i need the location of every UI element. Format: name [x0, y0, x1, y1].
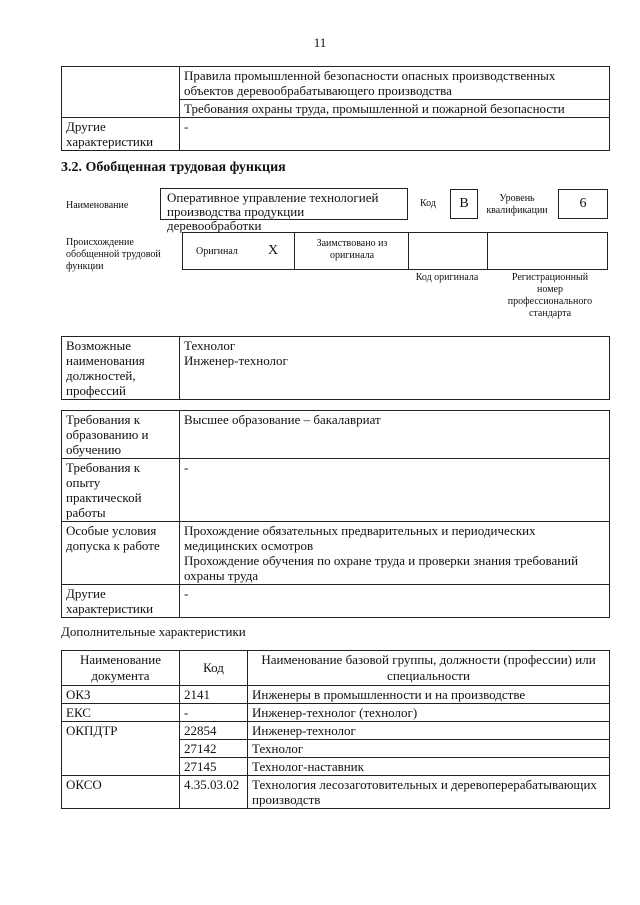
name-label: Наименование — [66, 200, 129, 211]
additional-table — [61, 650, 610, 809]
table-row — [62, 522, 610, 585]
table-cell: - — [180, 118, 610, 151]
table-header-row — [62, 651, 610, 686]
table-cell: ОКЗ — [62, 686, 180, 704]
page-number: 11 — [313, 35, 327, 50]
table-cell: 27145 — [180, 758, 248, 776]
table-cell: Особые условия допуска к работе — [62, 522, 180, 585]
table-cell: 27142 — [180, 740, 248, 758]
table-row — [62, 411, 610, 459]
table-cell: - — [180, 585, 610, 618]
code-value-box: В — [450, 189, 478, 219]
level-value-box: 6 — [558, 189, 608, 219]
table-cell: Инженер-технолог (технолог) — [248, 704, 610, 722]
table-cell — [180, 337, 610, 400]
code-label: Код — [420, 198, 436, 209]
table-cell: Требования охраны труда, промышленной и пожарной безопасности — [180, 100, 610, 118]
table-row — [62, 337, 610, 400]
additional-title: Дополнительные характеристики — [61, 624, 246, 639]
table-cell: Инженер-технолог — [248, 722, 610, 740]
table-cell: - — [180, 459, 610, 522]
table-row — [62, 686, 610, 704]
top-table — [61, 66, 610, 151]
table-cell — [180, 522, 610, 585]
position-item: Инженер-технолог — [184, 353, 288, 368]
borrowed-label: Заимствовано из оригинала — [316, 238, 388, 261]
table-cell — [62, 67, 180, 118]
origin-label: Происхождение обобщенной трудовой функции — [66, 237, 161, 272]
table-cell: Инженеры в промышленности и на производстве — [248, 686, 610, 704]
header-cell: Код — [180, 651, 248, 686]
section-heading: 3.2. Обобщенная трудовая функция — [61, 160, 286, 175]
table-cell: Возможные наименования должностей, профессий — [62, 337, 180, 400]
requirement-line: Прохождение обязательных предварительных и периодических медицинских осмотров — [184, 523, 536, 553]
original-label: Оригинал — [196, 246, 238, 257]
table-cell: ОКСО — [62, 776, 180, 809]
table-cell: Технология лесозаготовительных и деревоперерабатывающих производств — [248, 776, 610, 809]
code-caption: Код оригинала — [415, 272, 479, 283]
table-row — [62, 585, 610, 618]
table-cell: Требования к опыту практической работы — [62, 459, 180, 522]
table-cell: Высшее образование – бакалавриат — [180, 411, 610, 459]
table-cell: Технолог-наставник — [248, 758, 610, 776]
table-row — [62, 704, 610, 722]
table-row — [62, 776, 610, 809]
requirements-table — [61, 410, 610, 618]
table-row — [62, 67, 610, 100]
table-cell: Технолог — [248, 740, 610, 758]
divider — [487, 232, 488, 270]
table-row — [62, 722, 610, 740]
divider — [294, 232, 295, 270]
requirement-line: Прохождение обучения по охране труда и проверки знания требований охраны труда — [184, 553, 579, 583]
header-cell: Наименование базовой группы, должности (профессии) или специальности — [248, 651, 610, 686]
header-cell: Наименование документа — [62, 651, 180, 686]
table-cell: - — [180, 704, 248, 722]
positions-table — [61, 336, 610, 400]
table-cell: Правила промышленной безопасности опасных производственных объектов деревообрабатывающего производства — [180, 67, 610, 100]
function-name-box: Оперативное управление технологией производства продукции деревообработки — [160, 188, 408, 220]
table-row — [62, 118, 610, 151]
table-cell: 22854 — [180, 722, 248, 740]
table-row — [62, 459, 610, 522]
level-label: Уровень квалификации — [486, 193, 548, 216]
table-cell: Другие характеристики — [62, 585, 180, 618]
table-cell: 2141 — [180, 686, 248, 704]
table-cell: Другие характеристики — [62, 118, 180, 151]
table-cell: Требования к образованию и обучению — [62, 411, 180, 459]
reg-caption: Регистрационный номер профессионального стандарта — [507, 272, 593, 319]
position-item: Технолог — [184, 338, 236, 353]
table-cell: ЕКС — [62, 704, 180, 722]
table-cell: ОКПДТР — [62, 722, 180, 776]
divider — [408, 232, 409, 270]
table-cell: 4.35.03.02 — [180, 776, 248, 809]
original-mark: X — [268, 243, 279, 258]
